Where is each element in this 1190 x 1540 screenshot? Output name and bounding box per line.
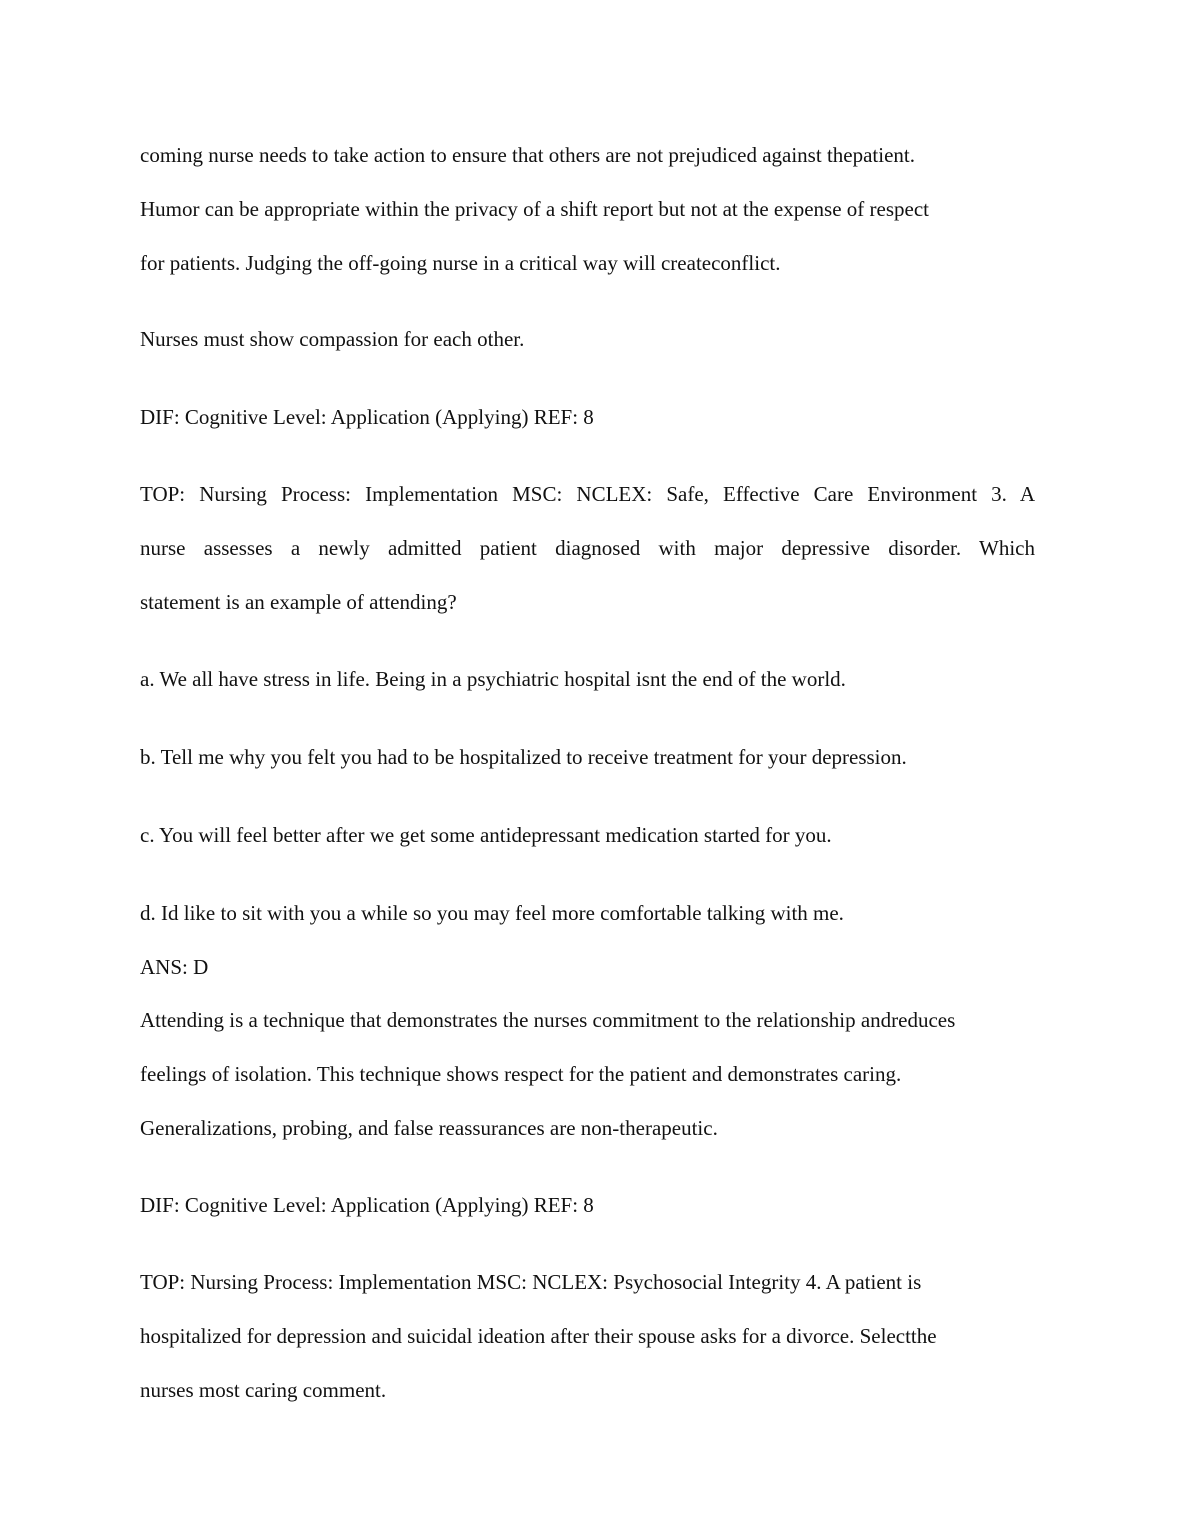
option-c: c. You will feel better after we get some antidepressant medication started for you.	[140, 823, 832, 847]
rationale-line-4: Nurses must show compassion for each other.	[140, 327, 525, 351]
option-a: a. We all have stress in life. Being in a psychiatric hospital isnt the end of the world.	[140, 667, 846, 691]
rationale-3-line-3: Generalizations, probing, and false reassurances are non-therapeutic.	[140, 1116, 718, 1140]
rationale-3-line-1: Attending is a technique that demonstrates the nurses commitment to the relationship andreduces	[140, 1008, 956, 1032]
dif-line-2: DIF: Cognitive Level: Application (Applying) REF: 8	[140, 1193, 594, 1217]
option-b: b. Tell me why you felt you had to be hospitalized to receive treatment for your depression.	[140, 745, 907, 769]
rationale-line-3: for patients. Judging the off-going nurse in a critical way will createconflict.	[140, 251, 781, 275]
rationale-3-line-2: feelings of isolation. This technique shows respect for the patient and demonstrates caring.	[140, 1062, 902, 1086]
option-d: d. Id like to sit with you a while so you may feel more comfortable talking with me.	[140, 901, 844, 925]
question-3-line-2: statement is an example of attending?	[140, 590, 457, 614]
question-3-line-1: nurse assesses a newly admitted patient diagnosed with major depressive disorder. Which	[140, 536, 1035, 560]
dif-line-1: DIF: Cognitive Level: Application (Applying) REF: 8	[140, 405, 594, 429]
question-4-line-1: hospitalized for depression and suicidal ideation after their spouse asks for a divorce. Selectthe	[140, 1324, 937, 1348]
top-line-1: TOP: Nursing Process: Implementation MSC: NCLEX: Safe, Effective Care Environment 3. A	[140, 482, 1035, 506]
rationale-line-2: Humor can be appropriate within the privacy of a shift report but not at the expense of respect	[140, 197, 929, 221]
top-line-2: TOP: Nursing Process: Implementation MSC: NCLEX: Psychosocial Integrity 4. A patient is	[140, 1270, 922, 1294]
rationale-line-1: coming nurse needs to take action to ensure that others are not prejudiced against thepatient.	[140, 143, 915, 167]
question-4-line-2: nurses most caring comment.	[140, 1378, 387, 1402]
answer-line: ANS: D	[140, 955, 209, 979]
